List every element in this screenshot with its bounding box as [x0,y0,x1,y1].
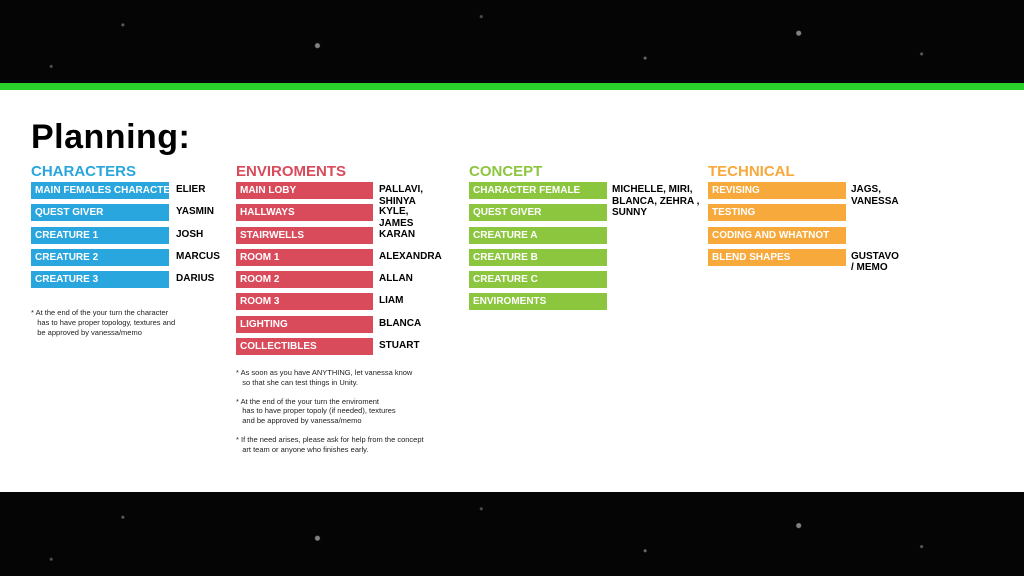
table-row [236,271,413,293]
table-row [236,338,420,360]
enviroments-section [236,163,442,360]
task-bar: ENVIROMENTS [469,293,607,310]
technical-title: TECHNICAL [708,163,795,180]
table-row [31,182,206,204]
task-bar: CREATURE A [469,227,607,244]
assignee: KARAN [379,228,416,240]
task-bar: CODING AND WHATNOT [708,227,846,244]
assignee: JAGS, VANESSA [851,184,899,207]
table-row [469,293,547,315]
accent-bar [0,83,1024,90]
table-row [31,249,220,271]
task-bar: ROOM 3 [236,293,373,310]
table-row [469,249,542,271]
task-bar: COLLECTIBLES [236,338,373,355]
table-row [31,271,215,293]
assignee: YASMIN [176,206,214,218]
task-bar: STAIRWELLS [236,227,373,244]
assignee: MICHELLE, MIRI, BLANCA, ZEHRA , SUNNY [612,184,700,218]
enviroments-note: * If the need arises, please ask for help from the concept art team or anyone who finishes early. [236,434,424,454]
task-bar: MAIN FEMALES CHARACTER [31,182,169,199]
starfield-bottom [0,492,1024,576]
task-bar: QUEST GIVER [469,204,607,221]
task-bar: QUEST GIVER [31,204,169,221]
concept-title: CONCEPT [469,163,543,180]
planning-panel [0,90,1024,492]
assignee: KYLE, JAMES [379,206,414,229]
table-row [708,227,830,249]
task-bar: ROOM 1 [236,249,373,266]
assignee: LIAM [379,295,404,307]
table-row [31,204,214,226]
concept-section [469,163,700,316]
task-bar: MAIN LOBY [236,182,373,199]
enviroments-title: ENVIROMENTS [236,163,347,180]
characters-note: * At the end of the your turn the character has to have proper topology, textures and be approved by vanessa/memo [31,308,176,337]
characters-title: CHARACTERS [31,163,136,180]
task-bar: CREATURE C [469,271,607,288]
enviroments-note: * As soon as you have ANYTHING, let vanessa know so that she can test things in Unity. [236,368,413,387]
assignee: ALLAN [379,273,413,285]
table-row [236,227,416,249]
enviroments-note: * At the end of the your turn the enviroment has to have proper topoly (if needed), textures and be approved by vanessa/memo [236,396,396,426]
table-row [708,204,795,226]
assignee: DARIUS [176,273,215,285]
task-bar: CREATURE 3 [31,271,169,288]
assignee: MARCUS [176,250,220,262]
technical-section [708,163,899,274]
task-bar: LIGHTING [236,316,373,333]
assignee: ELIER [176,184,206,195]
assignee: STUART [379,340,420,352]
task-bar: ROOM 2 [236,271,373,288]
table-row [469,227,542,249]
page-title: Planning: [31,118,191,156]
task-bar: BLEND SHAPES [708,249,846,266]
assignee: PALLAVI, SHINYA [379,184,424,207]
task-bar: CREATURE 2 [31,249,169,266]
task-bar: CREATURE 1 [31,227,169,244]
enviroments-notes [236,368,424,464]
table-row [236,182,424,207]
assignee: GUSTAVO / MEMO [851,250,899,274]
task-bar: CHARACTER FEMALE [469,182,607,199]
table-row [236,293,404,315]
task-bar: CREATURE B [469,249,607,266]
assignee: JOSH [176,228,204,240]
table-row [236,249,442,271]
task-bar: REVISING [708,182,846,199]
table-row [31,227,204,249]
table-row [236,204,414,229]
assignee: ALEXANDRA [379,250,442,262]
task-bar: TESTING [708,204,846,221]
table-row [236,316,422,338]
characters-section [31,163,220,293]
task-bar: HALLWAYS [236,204,373,221]
table-row [708,249,899,274]
table-row [469,271,542,293]
starfield-top [0,0,1024,83]
table-row [708,182,899,207]
table-row [469,204,542,226]
assignee: BLANCA [379,317,422,329]
